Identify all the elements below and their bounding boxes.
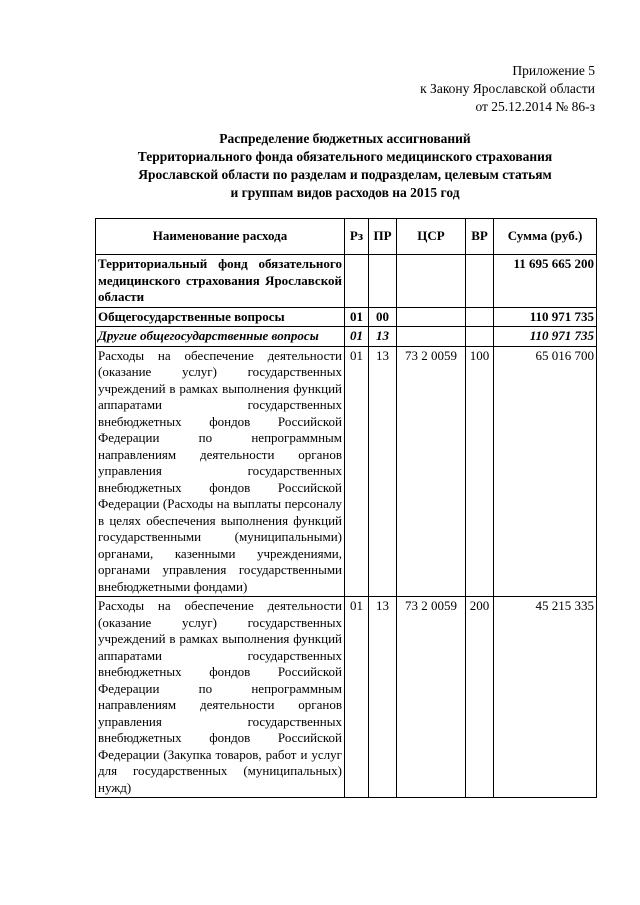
row-sum: 65 016 700 bbox=[494, 346, 597, 597]
row-vr bbox=[466, 255, 494, 308]
table-row bbox=[96, 327, 597, 347]
row-sum: 110 971 735 bbox=[494, 327, 597, 347]
row-rz: 01 bbox=[345, 597, 369, 798]
appendix-date: от 25.12.2014 № 86-з bbox=[475, 99, 595, 114]
table-header-row bbox=[96, 219, 597, 255]
appendix-law: к Закону Ярославской области bbox=[420, 81, 595, 96]
header-rz: Рз bbox=[345, 219, 369, 255]
title-line-3: Ярославской области по разделам и подразделам, целевым статьям bbox=[138, 167, 552, 182]
row-pr: 13 bbox=[369, 327, 397, 347]
row-vr bbox=[466, 327, 494, 347]
row-sum: 110 971 735 bbox=[494, 307, 597, 327]
row-rz bbox=[345, 255, 369, 308]
row-name: Расходы на обеспечение деятельности (оказание услуг) государственных учреждений в рамках выполнения функций аппаратами государственных внебюджетных фондов Российской Федерации по непрограммным направлениям деятельности органов управления государственных внебюджетных фондов Российской Федерации (Закупка товаров, работ и услуг для государственных (муниципальных) нужд) bbox=[96, 597, 345, 798]
row-csr bbox=[397, 255, 466, 308]
row-vr: 100 bbox=[466, 346, 494, 597]
table-row bbox=[96, 255, 597, 308]
row-name: Территориальный фонд обязательного медицинского страхования Ярославской области bbox=[96, 255, 345, 308]
row-rz: 01 bbox=[345, 327, 369, 347]
budget-table bbox=[95, 218, 597, 798]
row-name: Расходы на обеспечение деятельности (оказание услуг) государственных учреждений в рамках выполнения функций аппаратами государственных внебюджетных фондов Российской Федерации по непрограммным направлениям деятельности органов управления государственных внебюджетных фондов Российской Федерации (Расходы на выплаты персоналу в целях обеспечения выполнения функций государственными (муниципальными) органами, казенными учреждениями, органами управления государственными внебюджетными фондами) bbox=[96, 346, 345, 597]
row-vr: 200 bbox=[466, 597, 494, 798]
row-sum: 11 695 665 200 bbox=[494, 255, 597, 308]
header-vr: ВР bbox=[466, 219, 494, 255]
document-title bbox=[95, 130, 595, 202]
row-csr: 73 2 0059 bbox=[397, 597, 466, 798]
table-row bbox=[96, 597, 597, 798]
row-csr: 73 2 0059 bbox=[397, 346, 466, 597]
title-line-4: и группам видов расходов на 2015 год bbox=[230, 185, 460, 200]
table-row bbox=[96, 346, 597, 597]
row-rz: 01 bbox=[345, 307, 369, 327]
row-csr bbox=[397, 327, 466, 347]
header-name: Наименование расхода bbox=[96, 219, 345, 255]
row-csr bbox=[397, 307, 466, 327]
row-name: Другие общегосударственные вопросы bbox=[96, 327, 345, 347]
row-vr bbox=[466, 307, 494, 327]
row-rz: 01 bbox=[345, 346, 369, 597]
table-row bbox=[96, 307, 597, 327]
header-pr: ПР bbox=[369, 219, 397, 255]
header-csr: ЦСР bbox=[397, 219, 466, 255]
row-pr: 13 bbox=[369, 346, 397, 597]
title-line-2: Территориального фонда обязательного медицинского страхования bbox=[137, 149, 553, 164]
row-sum: 45 215 335 bbox=[494, 597, 597, 798]
row-pr bbox=[369, 255, 397, 308]
header-sum: Сумма (руб.) bbox=[494, 219, 597, 255]
row-pr: 13 bbox=[369, 597, 397, 798]
appendix-number: Приложение 5 bbox=[512, 63, 595, 78]
row-name: Общегосударственные вопросы bbox=[96, 307, 345, 327]
title-line-1: Распределение бюджетных ассигнований bbox=[219, 131, 471, 146]
appendix-header bbox=[420, 62, 595, 116]
row-pr: 00 bbox=[369, 307, 397, 327]
